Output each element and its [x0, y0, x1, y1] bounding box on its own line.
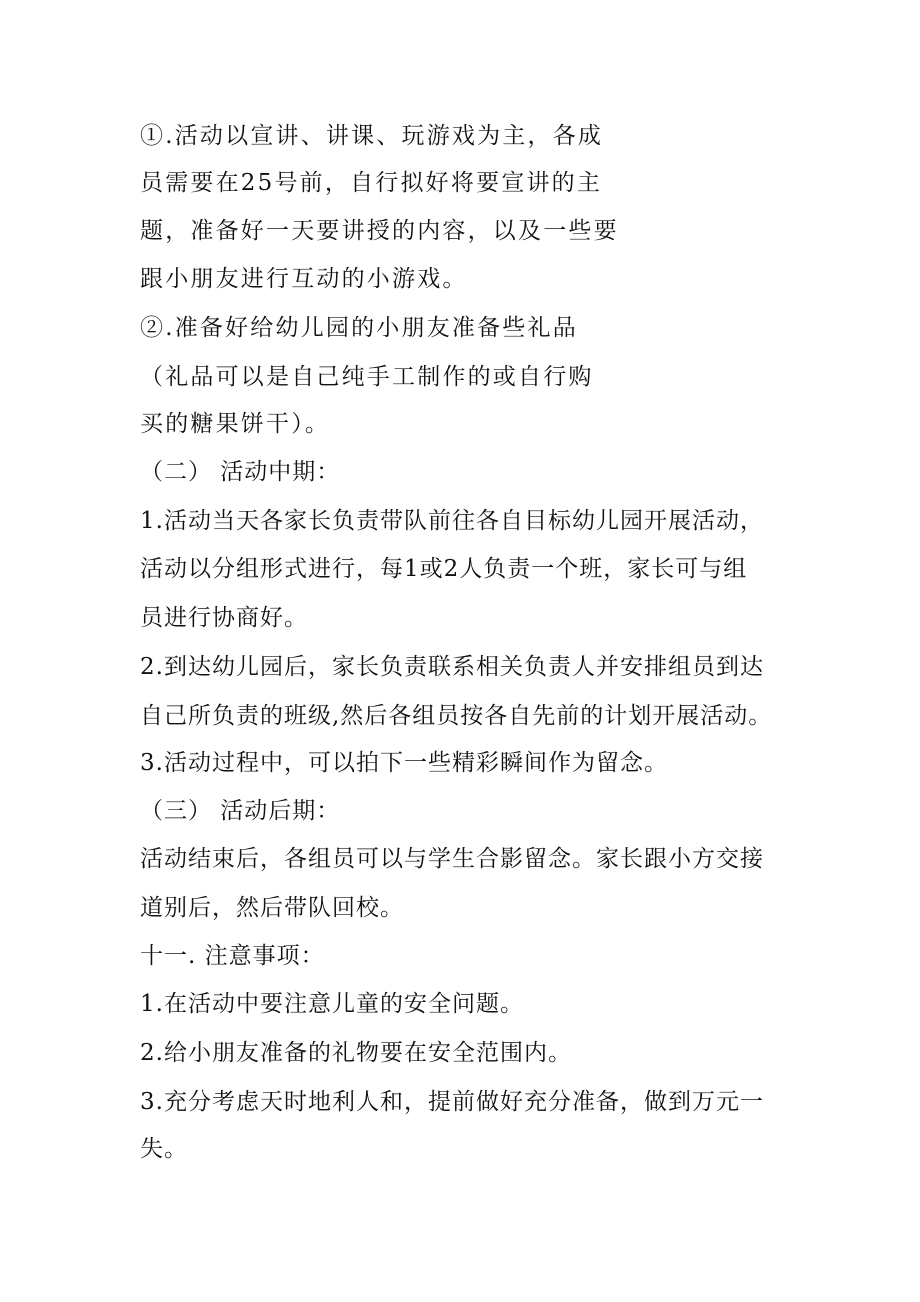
- text-line-19: 1.在活动中要注意儿童的安全问题。: [140, 991, 524, 1017]
- text-line-10: 活动以分组形式进行，每1或2人负责一个班，家长可与组: [140, 556, 748, 582]
- text-line-20: 2.给小朋友准备的礼物要在安全范围内。: [140, 1040, 572, 1066]
- section-heading-11: 十一. 注意事项：: [140, 943, 325, 969]
- text-line-21: 3.充分考虑天时地利人和，提前做好充分准备，做到万元一: [140, 1089, 764, 1115]
- text-line-13: 自己所负责的班级,然后各组员按各自先前的计划开展活动。: [140, 703, 773, 729]
- text-line-4: 跟小朋友进行互动的小游戏。: [140, 266, 468, 292]
- text-line-5: ②.准备好给幼儿园的小朋友准备些礼品: [140, 315, 578, 341]
- text-line-17: 道别后，然后带队回校。: [140, 895, 404, 921]
- section-heading-2: （二） 活动中期：: [140, 459, 341, 485]
- section-heading-3: （三） 活动后期：: [140, 798, 341, 824]
- text-line-7: 买的糖果饼干）。: [140, 411, 331, 437]
- text-line-12: 2.到达幼儿园后，家长负责联系相关负责人并安排组员到达: [140, 654, 764, 680]
- text-line-22: 失。: [140, 1136, 188, 1162]
- text-line-3: 题，准备好一天要讲授的内容，以及一些要: [140, 218, 619, 244]
- text-line-11: 员进行协商好。: [140, 605, 308, 631]
- text-line-6: （礼品可以是自己纯手工制作的或自行购: [140, 364, 594, 390]
- text-line-1: ①.活动以宣讲、讲课、玩游戏为主，各成: [140, 123, 604, 149]
- text-line-9: 1.活动当天各家长负责带队前往各自目标幼儿园开展活动，: [140, 508, 764, 534]
- text-line-2: 员需要在25号前，自行拟好将要宣讲的主: [140, 170, 603, 196]
- text-line-14: 3.活动过程中，可以拍下一些精彩瞬间作为留念。: [140, 750, 668, 776]
- text-line-16: 活动结束后，各组员可以与学生合影留念。家长跟小方交接: [140, 846, 764, 872]
